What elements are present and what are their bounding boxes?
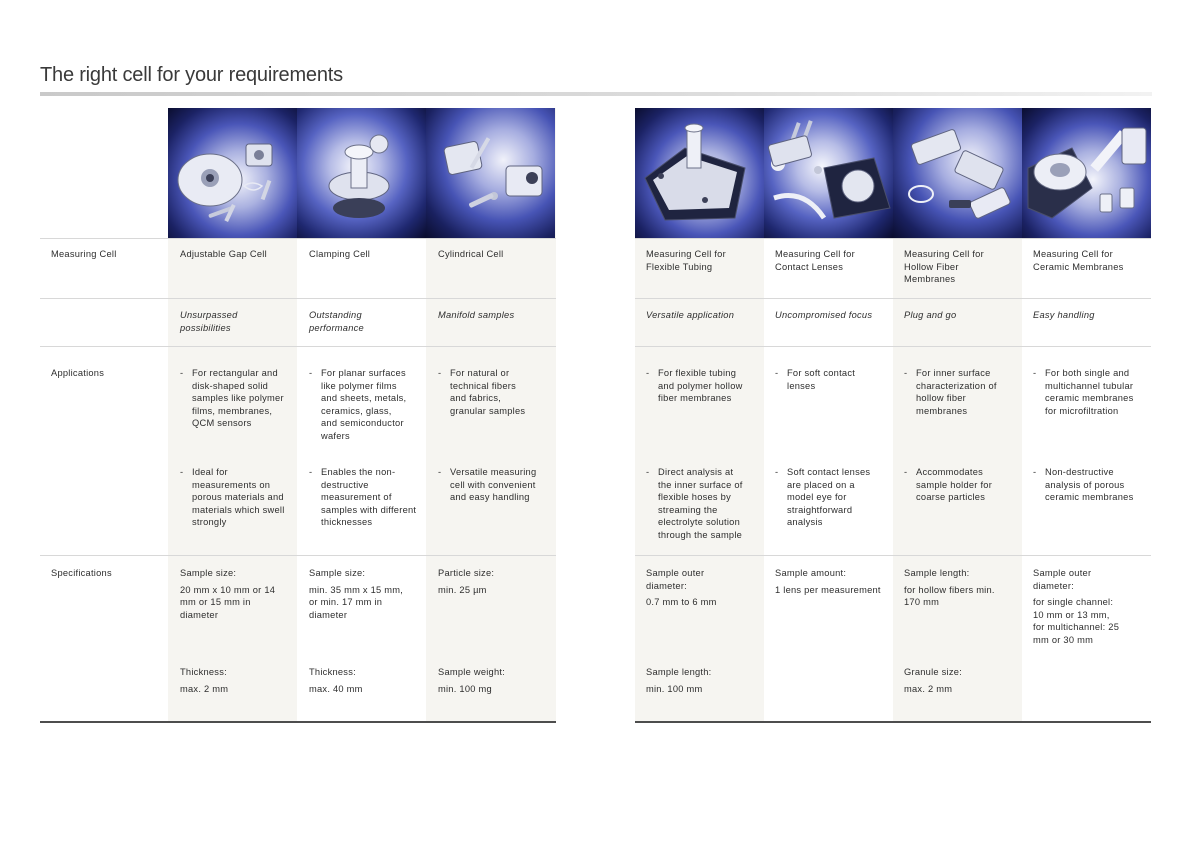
spec-label: Granule size: <box>904 667 963 677</box>
application-item: - Enables the non-destructive measurement of samples with different thicknesses <box>309 466 421 529</box>
application-item: - Accommodates sample holder for coarse particles <box>904 466 1004 504</box>
spec-block <box>904 567 1012 609</box>
adjustable-gap-cell-photo <box>168 108 297 238</box>
row-divider <box>635 298 1151 299</box>
contact-lenses-cell-photo <box>764 108 893 238</box>
cylindrical-cell-photo <box>426 108 555 238</box>
spec-label: Sample size: <box>309 568 366 578</box>
application-item: - Non-destructive analysis of porous ceramic membranes <box>1033 466 1145 504</box>
row-divider <box>40 298 556 299</box>
page-title: The right cell for your requirements <box>40 64 343 86</box>
spec-label: Sample length: <box>904 568 970 578</box>
cell-tagline: Versatile application <box>646 310 735 320</box>
application-item: - For natural or technical fibers and fabrics, granular samples <box>438 367 526 417</box>
cell-tagline: Outstanding performance <box>309 310 364 333</box>
spec-value: for hollow fibers min. 170 mm <box>904 584 995 607</box>
row-divider <box>635 238 1151 239</box>
ceramic-membranes-cell-photo <box>1022 108 1151 238</box>
application-item: - For both single and multichannel tubular ceramic membranes for microfiltration <box>1033 367 1145 417</box>
row-divider <box>635 555 1151 556</box>
spec-label: Particle size: <box>438 568 495 578</box>
cell-tagline: Plug and go <box>904 310 957 320</box>
application-item: - Soft contact lenses are placed on a model eye for straightforward analysis <box>775 466 880 529</box>
spec-label: Sample outer diameter: <box>646 568 705 591</box>
flexible-tubing-cell-photo <box>635 108 764 238</box>
spec-label: Sample outer diameter: <box>1033 568 1092 591</box>
spec-block <box>180 666 276 695</box>
title-underline <box>40 92 1152 96</box>
table-bottom-rule <box>635 721 1151 723</box>
spec-label: Sample weight: <box>438 667 506 677</box>
spec-value: 1 lens per measurement <box>775 584 881 595</box>
spec-block <box>904 666 1009 695</box>
row-label-specifications: Specifications <box>51 568 112 578</box>
row-divider <box>635 346 1151 347</box>
spec-label: Thickness: <box>309 667 356 677</box>
cell-name: Adjustable Gap Cell <box>180 249 267 259</box>
row-divider <box>40 238 556 239</box>
cell-name: Cylindrical Cell <box>438 249 504 259</box>
application-item: - Direct analysis at the inner surface of flexible hoses by streaming the electrolyte solution through the sample <box>646 466 746 541</box>
spec-block <box>1033 567 1123 646</box>
spec-block <box>309 567 414 621</box>
row-label-measuring-cell: Measuring Cell <box>51 249 117 259</box>
cell-name: Clamping Cell <box>309 249 371 259</box>
spec-block <box>309 666 414 695</box>
spec-value: max. 2 mm <box>904 683 953 694</box>
spec-value: for single channel: 10 mm or 13 mm, for multichannel: 25 mm or 30 mm <box>1033 597 1120 645</box>
application-item: - For planar surfaces like polymer films and sheets, metals, ceramics, glass, and semiconductor wafers <box>309 367 409 442</box>
cell-tagline: Unsurpassed possibilities <box>180 310 238 333</box>
spec-block <box>438 567 543 596</box>
spec-block <box>180 567 276 621</box>
hollow-fiber-cell-photo <box>893 108 1022 238</box>
application-item: - Versatile measuring cell with convenient and easy handling <box>438 466 550 504</box>
application-item: - For inner surface characterization of hollow fiber membranes <box>904 367 1004 417</box>
spec-value: 20 mm x 10 mm or 14 mm or 15 mm in diameter <box>180 584 276 620</box>
spec-label: Sample size: <box>180 568 237 578</box>
application-item: - Ideal for measurements on porous materials and materials which swell strongly <box>180 466 285 529</box>
spec-value: min. 100 mm <box>646 683 703 694</box>
spec-value: max. 2 mm <box>180 683 229 694</box>
spec-value: min. 100 mg <box>438 683 492 694</box>
left-cell-table <box>40 108 556 728</box>
spec-block <box>775 567 890 596</box>
cell-name: Measuring Cell for Ceramic Membranes <box>1033 249 1124 272</box>
application-item: - For soft contact lenses <box>775 367 865 392</box>
clamping-cell-photo <box>297 108 426 238</box>
spec-block <box>646 567 726 609</box>
spec-label: Thickness: <box>180 667 227 677</box>
row-divider <box>40 346 556 347</box>
cell-name: Measuring Cell for Hollow Fiber Membranes <box>904 249 984 284</box>
right-cell-table <box>635 108 1151 728</box>
spec-label: Sample amount: <box>775 568 847 578</box>
spec-value: min. 35 mm x 15 mm, or min. 17 mm in diameter <box>309 584 404 620</box>
spec-value: max. 40 mm <box>309 683 363 694</box>
cell-tagline: Manifold samples <box>438 310 515 320</box>
spec-label: Sample length: <box>646 667 712 677</box>
spec-value: 0.7 mm to 6 mm <box>646 597 717 607</box>
cell-tagline: Uncompromised focus <box>775 310 873 320</box>
application-item: - For flexible tubing and polymer hollow fiber membranes <box>646 367 751 405</box>
cell-name: Measuring Cell for Contact Lenses <box>775 249 855 272</box>
application-item: - For rectangular and disk-shaped solid samples like polymer films, membranes, QCM sensors <box>180 367 290 430</box>
row-label-applications: Applications <box>51 368 105 378</box>
cell-name: Measuring Cell for Flexible Tubing <box>646 249 726 272</box>
spec-block <box>438 666 543 695</box>
spec-block <box>646 666 751 695</box>
row-divider <box>40 555 556 556</box>
spec-value: min. 25 µm <box>438 584 487 595</box>
table-bottom-rule <box>40 721 556 723</box>
cell-tagline: Easy handling <box>1033 310 1095 320</box>
